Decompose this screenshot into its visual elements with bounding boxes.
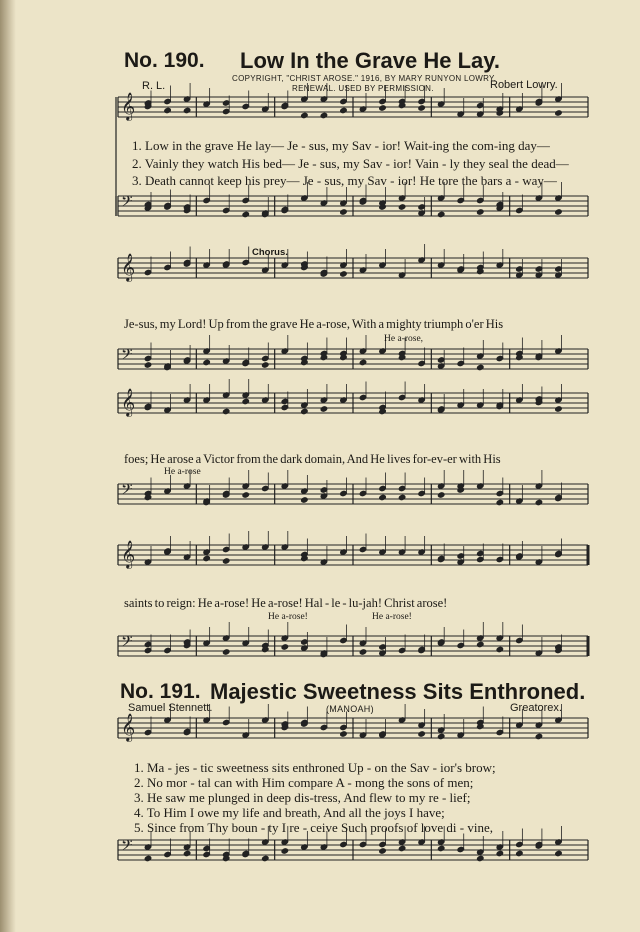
hymn-191-verse-3: 3. He saw me plunged in deep dis-tress, And flew to my re - lief; bbox=[134, 790, 471, 805]
hymn-191-verse-5: 5. Since from Thy boun - ty I re - ceive Such proofs of love di - vine, bbox=[134, 820, 493, 835]
hymn-190-number: No. 190. bbox=[124, 49, 205, 72]
hymn-190-copyright-1: COPYRIGHT, "CHRIST AROSE." 1916, BY MARY RUNYON LOWRY. bbox=[232, 74, 497, 83]
hymn-190-verse-2: 2. Vainly they watch His bed— Je - sus, my Sav - ior! Vain - ly they seal the dead— bbox=[132, 156, 569, 171]
chorus-line-3: saints to reign: He a-rose! He a-rose! Hal - le - lu-jah! Christ arose! bbox=[124, 596, 448, 610]
hymn-191-verse-1: 1. Ma - jes - tic sweetness sits enthroned Up - on the Sav - ior's brow; bbox=[134, 760, 496, 775]
hymn-190-copyright-2: RENEWAL. USED BY PERMISSION. bbox=[292, 84, 434, 93]
bass-cue-3b: He a-rose! bbox=[372, 612, 412, 622]
hymn-191-words-by: Samuel Stennett. bbox=[128, 702, 213, 714]
svg-text:𝄞: 𝄞 bbox=[121, 713, 136, 741]
svg-text:𝄞: 𝄞 bbox=[121, 540, 136, 568]
hymn-191-number: No. 191. bbox=[120, 680, 201, 703]
svg-text:𝄞: 𝄞 bbox=[121, 253, 136, 281]
chorus-line-2: foes; He arose a Victor from the dark domain, And He lives for-ev-er with His bbox=[124, 452, 501, 466]
svg-text:𝄢: 𝄢 bbox=[121, 633, 133, 654]
bass-cue-1: He a-rose, bbox=[384, 334, 424, 344]
hymn-191-tune: (MANOAH) bbox=[326, 704, 374, 714]
hymn-190-music-by: Robert Lowry. bbox=[490, 79, 558, 91]
svg-text:𝄢: 𝄢 bbox=[121, 193, 133, 214]
hymn-190-verse-1: 1. Low in the grave He lay— Je - sus, my Sav - ior! Wait-ing the com-ing day— bbox=[132, 138, 550, 153]
hymn-191-music-by: Greatorex. bbox=[510, 702, 562, 714]
hymn-190-verse-3: 3. Death cannot keep his prey— Je - sus, my Sav - ior! He tore the bars a - way— bbox=[132, 173, 557, 188]
svg-text:𝄢: 𝄢 bbox=[121, 481, 133, 502]
chorus-line-1: Je-sus, my Lord! Up from the grave He a-rose, With a mighty triumph o'er His bbox=[124, 317, 504, 331]
svg-text:𝄢: 𝄢 bbox=[121, 346, 133, 367]
svg-text:𝄞: 𝄞 bbox=[121, 388, 136, 416]
chorus-label: Chorus. bbox=[252, 247, 288, 258]
hymn-191-verse-4: 4. To Him I owe my life and breath, And all the joys I have; bbox=[134, 805, 445, 820]
hymn-190-title: Low In the Grave He Lay. bbox=[240, 48, 500, 73]
hymn-190-words-by: R. L. bbox=[142, 80, 166, 92]
svg-text:𝄢: 𝄢 bbox=[121, 837, 133, 858]
svg-text:𝄞: 𝄞 bbox=[121, 92, 136, 120]
hymn-191-title: Majestic Sweetness Sits Enthroned. bbox=[210, 679, 586, 704]
bass-cue-3a: He a-rose! bbox=[268, 612, 308, 622]
bass-cue-2: He a-rose bbox=[164, 467, 201, 477]
hymn-191-verse-2: 2. No mor - tal can with Him compare A - mong the sons of men; bbox=[134, 775, 474, 790]
